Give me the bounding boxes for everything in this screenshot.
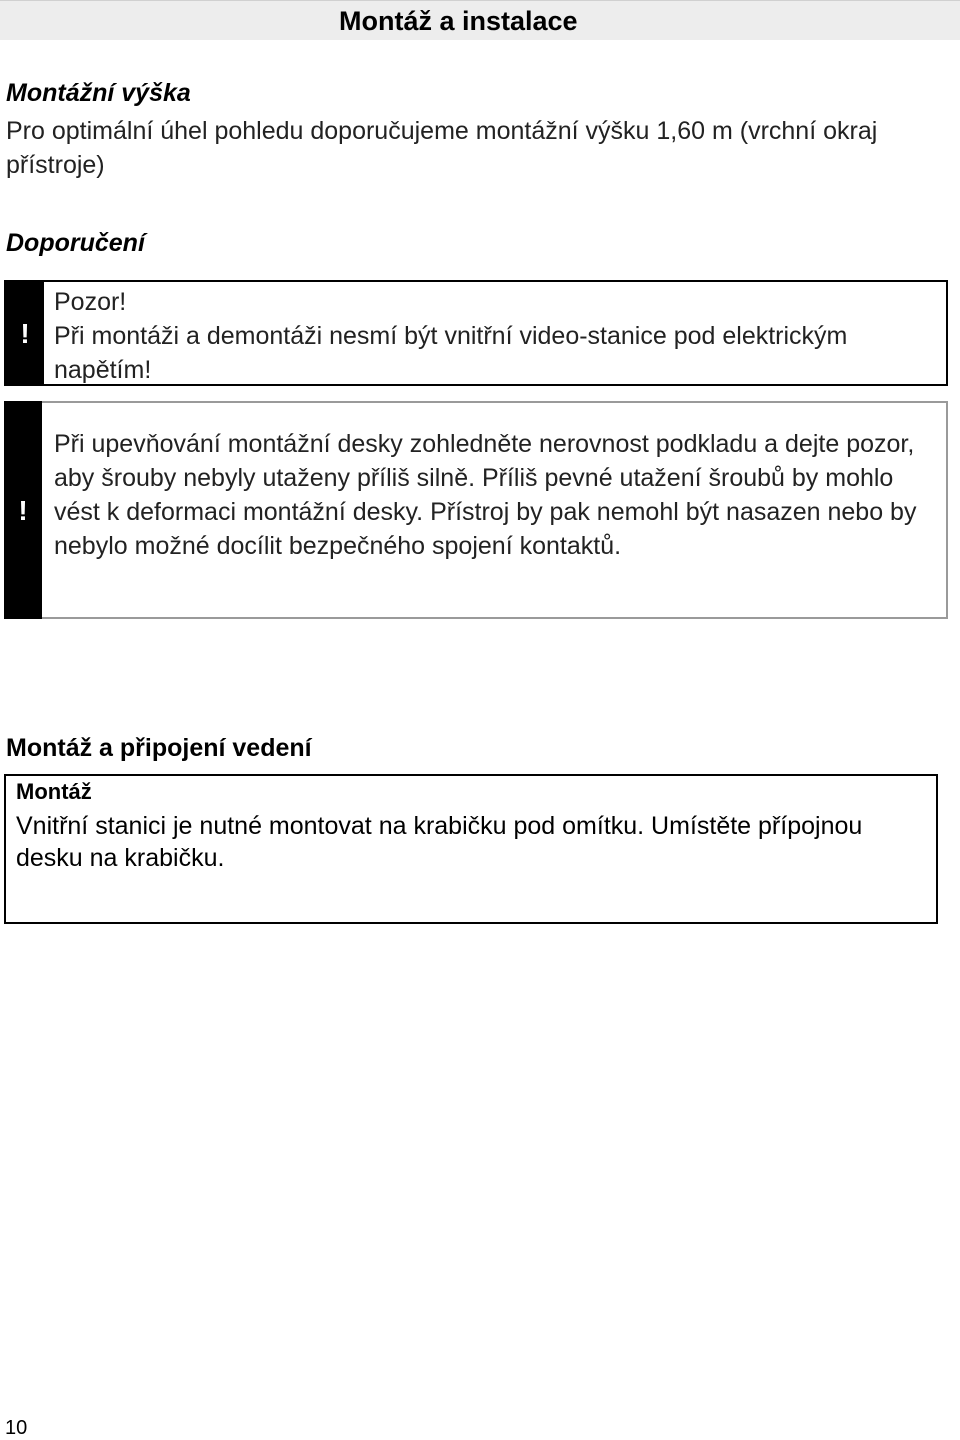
- exclamation-icon: !: [20, 318, 30, 349]
- warning-mounting-plate-text: Při upevňování montážní desky zohledněte nerovnost podkladu a dejte pozor, aby šrouby nebyly utaženy příliš silně. Příliš pevné utažení šroubů by mohlo vést k deformaci montážní desky. Přístroj by pak nemohl být nasazen nebo by nebylo možné docílit bezpečného spojení kontaktů.: [54, 430, 917, 560]
- warning-title: Pozor!: [54, 288, 127, 316]
- warning-box-mounting-plate: [4, 401, 948, 619]
- recommendation-heading: Doporučení: [6, 229, 145, 257]
- warning-power-text: Při montáži a demontáži nesmí být vnitřní video-stanice pod elektrickým napětím!: [54, 322, 848, 384]
- mounting-box-title: Montáž: [16, 779, 92, 804]
- mounting-height-heading: Montážní výška: [6, 79, 191, 107]
- warning-power-content: [54, 285, 932, 387]
- mounting-section-heading: Montáž a připojení vedení: [6, 734, 312, 762]
- warning-strip: [6, 282, 44, 384]
- mounting-box-text: Vnitřní stanici je nutné montovat na krabičku pod omítku. Umístěte přípojnou desku na krabičku.: [16, 812, 863, 872]
- page-number: 10: [5, 1417, 28, 1439]
- warning-strip: [4, 401, 42, 619]
- mounting-height-text: Pro optimální úhel pohledu doporučujeme montážní výšku 1,60 m (vrchní okraj přístroje): [6, 117, 878, 179]
- mounting-box: [4, 774, 938, 924]
- page-title: Montáž a instalace: [339, 6, 578, 36]
- exclamation-icon: !: [18, 495, 28, 526]
- warning-box-power: [4, 280, 948, 386]
